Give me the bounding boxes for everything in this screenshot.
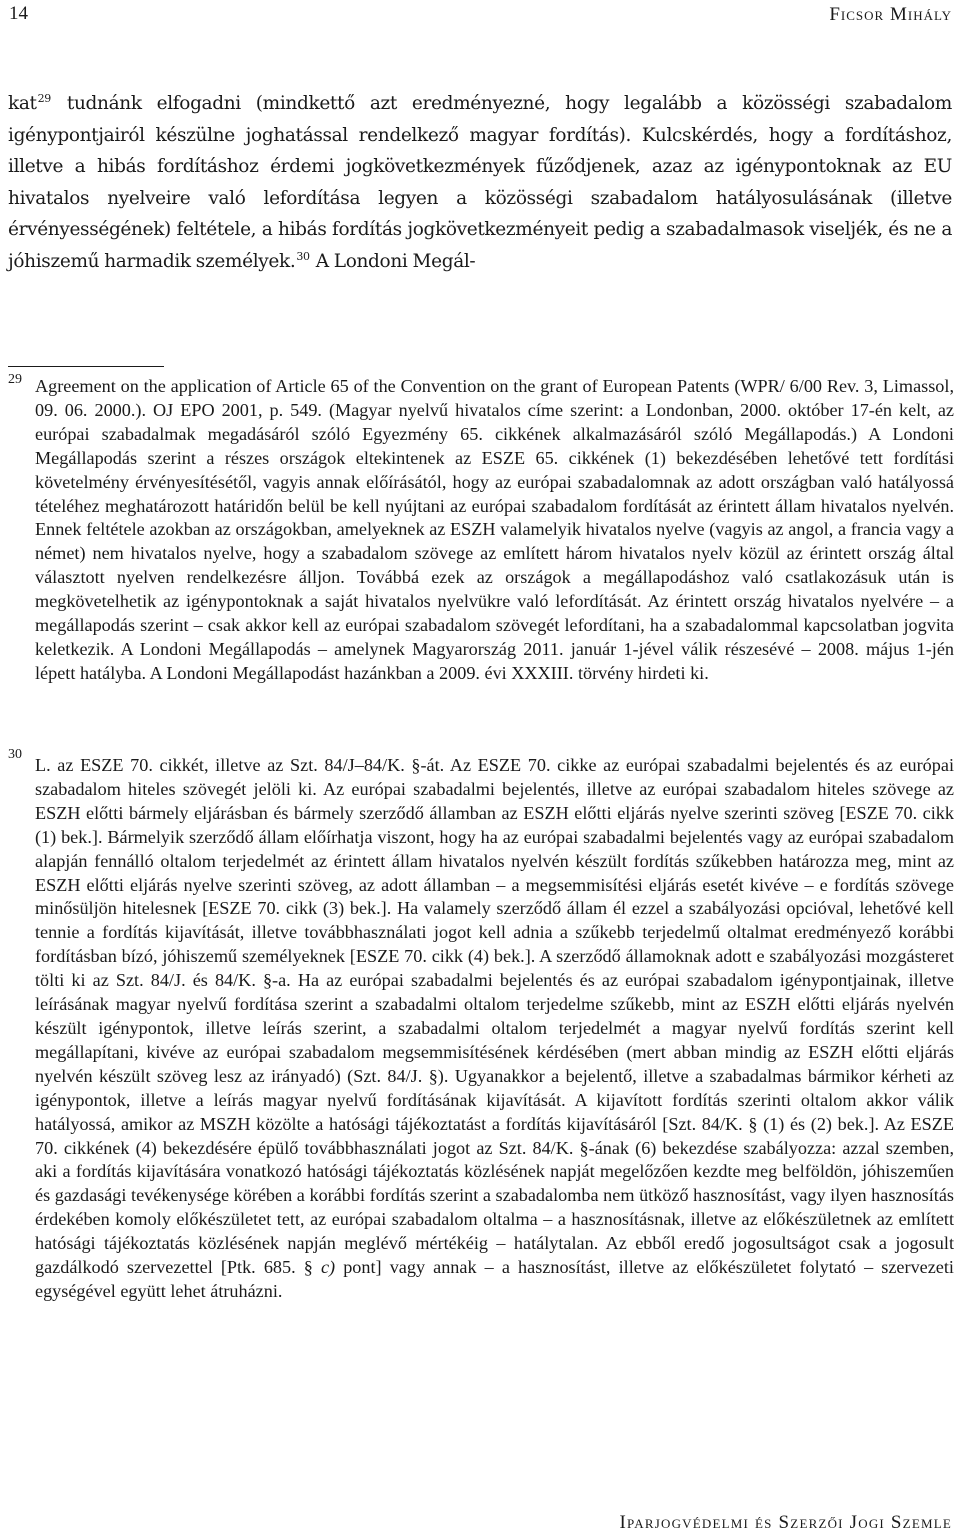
footnote-30 [8, 747, 954, 1304]
footnote-text-part-1: L. az ESZE 70. cikkét, illetve az Szt. 84/J–84/K. §-át. Az ESZE 70. cikke az európai szabadalmi bejelentés és az európai szabadalom hiteles szövegét jelöli ki. Az európai szabadalmi bejelentés, illetve az európai szabadalom hiteles szövege az ESZH előtti bármely eljárásban és bármely szerződő államban az ESZH előtti eljárás nyelve szerinti szöveg [ESZE 70. cikk (1) bek.]. Bármelyik szerződő állam előírhatja viszont, hogy ha az európai szabadalmi bejelentés vagy az európai szabadalom alapján fennálló oltalom terjedelmét az érintett állam hivatalos nyelvén készült fordítás szűkebben határozza meg, mint az ESZH előtti eljárás nyelve szerinti szöveg, az adott államban – a megsemmisítési eljárás esetét kivéve – e fordítás szövege minősüljön hitelesnek [ESZE 70. cikk (3) bek.]. Ha valamely szerződő állam él ezzel a szabályozási opcióval, lehetővé kell tennie a fordítás kijavítását, illetve továbbhasználati jogot kell adnia a szűkebb terjedelmű oltalmat eredményező korábbi fordításban bízó, jóhiszemű személyeknek [ESZE 70. cikk (4) bek.]. A szerződő államoknak adott e szabályozási mozgásteret tölti ki az Szt. 84/J. és 84/K. §-a. Ha az európai szabadalmi bejelentés és az európai szabadalom igénypontjainak, illetve leírásának magyar nyelvű fordítása szerint a szabadalmi oltalom terjedelme szűkebb, mint az ESZH előtti eljárás nyelvén készült igénypontok, illetve leírás szerint, a szabadalmi oltalom terjedelmét a magyar nyelvű fordítás szerint kell megállapítani, kivéve az európai szabadalom megsemmisítésének kérdésében (mert abban mindig az ESZH előtti eljárás nyelvén készült szöveg lesz az irányadó) (Szt. 84/J. §). Ugyanakkor a bejelentő, illetve a szabadalmas bármikor kérheti az igénypontok, illetve a leírás magyar nyelvű fordításának kijavítását. A kijavított fordítás szerinti oltalom akkor válik hatályossá, amikor az MSZH közölte a hatósági tájékoztatást a fordítás kijavításáról [Szt. 84/K. § (1) és (2) bek.]. Az ESZE 70. cikkének (4) bekezdésére épülő továbbhasználati jogot az Szt. 84/K. §-ának (6) bekezdése szabályozza: azzal szemben, aki a fordítás kijavítására vonatkozó hatósági tájékoztatás közlésének napját megelőzően kezdte meg belföldön, jóhiszeműen és gazdasági tevékenysége körében a korábbi fordítás szerint a szabadalomba nem ütköző hasznosítást, vagy ilyen hasznosítás érdekében komoly előkészületet tett, az európai szabadalom oltalma – a hasznosításnak, illetve az előkészületnek az említett hatósági tájékoztatás közlésének napján meglévő mértékéig – hatálytalan. Az ebből eredő jogosultságot csak a jogosult gazdálkodó szervezettel [Ptk. 685. § [35, 755, 954, 1278]
footnote-text-part-2: pont] vagy annak – a hasznosítást, illetve az előkészületet folytató – szervezeti egységével együtt lehet átruházni. [35, 1257, 954, 1301]
footnote-ref-30[interactable]: 30 [296, 249, 310, 263]
running-head-author: Ficsor Mihály [829, 4, 952, 25]
body-text-part-1: kat [8, 93, 37, 114]
footnote-text [35, 754, 954, 1304]
body-text-part-2: tudnánk elfogadni (mindkettő azt eredményezné, hogy legalább a közösségi szabadalom igénypontjairól készülne joghatással rendelkező magyar fordítás). Kulcskérdés, hogy a fordításhoz, illetve a hibás fordításhoz érdemi jogkövetkezmények fűződjenek, azaz az igénypontoknak az EU hivatalos nyelveire való lefordítása legyen a közösségi szabadalom hatályosulásának (illetve érvényességének) feltétele, a hibás fordítás jogkövetkezményeit pedig a szabadalmasok viseljék, és ne a jóhiszemű harmadik személyek. [8, 93, 952, 272]
journal-title-footer: Iparjogvédelmi és Szerzői Jogi Szemle [619, 1512, 952, 1533]
footnote-ref-29[interactable]: 29 [37, 92, 51, 105]
page-number: 14 [9, 3, 28, 24]
footnote-italic-point: c) [320, 1257, 336, 1278]
running-head [0, 0, 960, 40]
body-paragraph [8, 88, 952, 278]
footnote-text: Agreement on the application of Article 65 of the Convention on the grant of European Patents (WPR/ 6/00 Rev. 3, Limassol, 09. 06. 2000.). OJ EPO 2001, p. 549. (Magyar nyelvű hivatalos címe szerint: a Londonban, 2000. október 17-én kelt, az európai szabadalmak megadásáról szóló Egyezmény 65. cikkének alkalmazásáról szóló Megállapodás.) A Londoni Megállapodás szerint a részes országok eltekintenek az ESZE 65. cikkének (1) bekezdésében lehetővé tett fordítási követelmény érvényesítésétől, vagyis annak előírásától, hogy az európai szabadalomnak az adott országban való hatályossá tételéhez meghatározott határidőn belül be kell nyújtani az európai szabadalom fordítását az érintett állam hivatalos nyelvén. Ennek feltétele azokban az országokban, amelyeknek az ESZH valamelyik hivatalos nyelve (vagyis az angol, a francia vagy a német) nem hivatalos nyelve, hogy a szabadalom szövege az említett három hivatalos nyelv közül az érintett ország által választott nyelven rendelkezésre álljon. Továbbá ezek az országok a megállapodáshoz való csatlakozásuk után is megkövetelhetik az igénypontoknak a saját hivatalos nyelvükre való lefordítását. Az érintett ország hivatalos nyelvére – a megállapodás szerint – csak akkor kell az európai szabadalom szövegét lefordítani, ha a szabadalommal kapcsolatban jogvita keletkezik. A Londoni Megállapodás – amelynek Magyarország 2011. január 1-jével válik részesévé – 2008. május 1-jén lépett hatályba. A Londoni Megállapodást hazánkban a 2009. évi XXXIII. törvény hirdeti ki. [35, 376, 954, 683]
footnote-number: 30 [8, 747, 22, 762]
footnote-divider [8, 366, 164, 367]
footnote-number: 29 [8, 372, 22, 387]
body-text-part-3: A Londoni Megál- [310, 250, 476, 272]
footnote-29 [8, 372, 954, 686]
